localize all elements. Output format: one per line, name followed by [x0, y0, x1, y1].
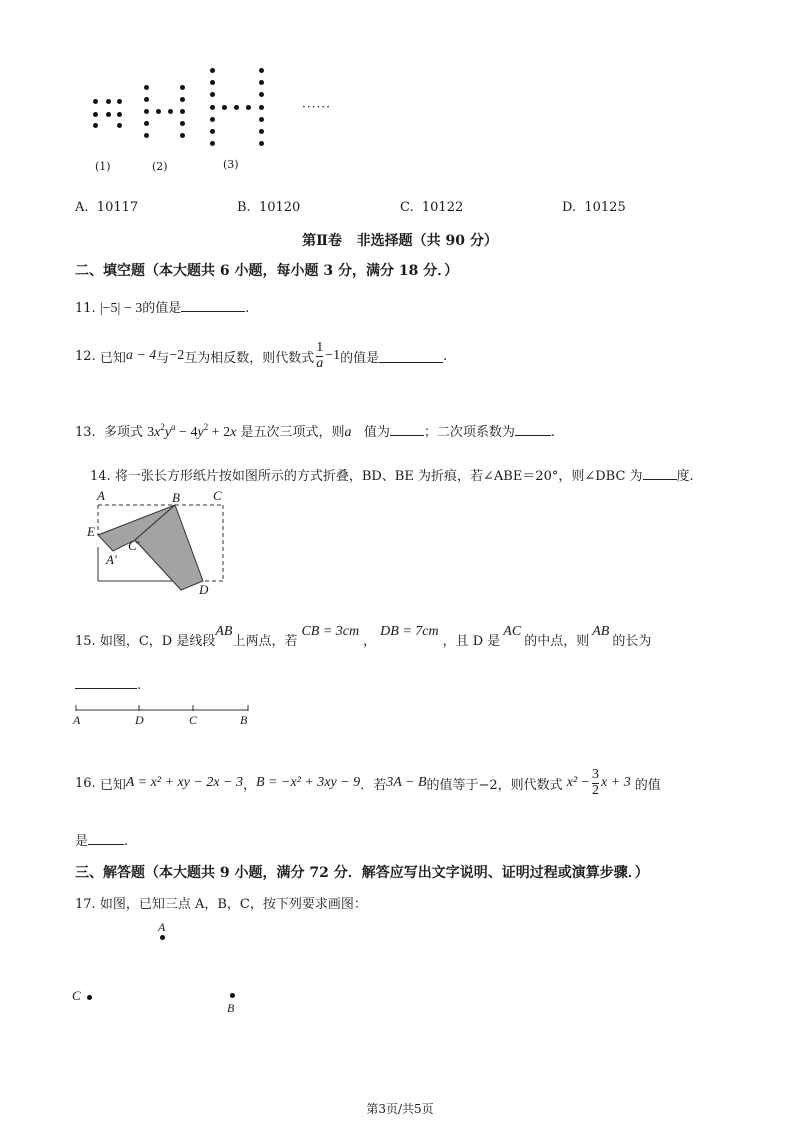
label-C: C: [213, 488, 222, 503]
question-16: 16. 已知 A = x² + xy − 2x − 3 ， B = −x² + 3xy − 9 ．若 3A − B 的值等于−2，则代数式 x² − $\frac{3}{2}$ x + 3 的值: [75, 767, 661, 798]
figure-ellipsis: ······: [302, 100, 331, 114]
option-a: A. 10117: [75, 200, 139, 215]
question-17: 17. 如图，已知三点 A，B，C，按下列要求画图：: [75, 897, 367, 912]
section3-title: 三、解答题（本大题共 9 小题，满分 72 分．解答应写出文字说明、证明过程或演算步骤．）: [75, 865, 649, 881]
point-label-C: C: [72, 988, 81, 1003]
figure-label-1: (1): [95, 160, 111, 173]
q11-expression: |−5| − 3: [99, 301, 143, 316]
figure-label-3: (3): [223, 158, 239, 171]
point-label-A: A: [158, 920, 166, 934]
option-b: B. 10120: [237, 200, 301, 215]
label-A: A: [97, 488, 105, 503]
question-13: 13. 多项式 $3x^2y^a - 4y^2 + 2x$ 是五次三项式，则a 值为 ；二次项系数为 .: [75, 422, 556, 440]
segment-figure: [74, 703, 254, 717]
option-c: C. 10122: [400, 200, 464, 215]
answer-blank: [88, 832, 124, 845]
answer-blank: [515, 423, 551, 436]
q16-fraction: $\frac{3}{2}$: [592, 767, 600, 798]
answer-blank: [379, 350, 443, 363]
seg-label-A: A: [73, 713, 81, 727]
point-label-B: B: [227, 1001, 235, 1015]
label-A-prime: A′: [106, 552, 117, 567]
part2-title: 第Ⅱ卷 非选择题（共 90 分）: [302, 233, 498, 249]
point-C: [87, 995, 92, 1000]
figure-label-2: (2): [152, 160, 168, 173]
answer-blank: [643, 467, 677, 480]
seg-label-D: D: [135, 713, 144, 727]
label-B: B: [172, 490, 180, 505]
page-footer: 第3页/共5页: [366, 1102, 434, 1116]
question-14: 14. 将一张长方形纸片按如图所示的方式折叠，BD、BE 为折痕，若∠ABE＝20°，则∠DBC 为 度.: [90, 469, 694, 484]
question-12: 12. 已知 a − 4 与 −2 互为相反数，则代数式 $\frac{1}{a}$ −1 的值是 .: [75, 340, 448, 371]
q13-polynomial: $3x^2y^a - 4y^2 + 2x$: [147, 422, 237, 440]
q15-answer-line: .: [75, 676, 141, 693]
question-11: 11. |−5| − 3的值是 .: [75, 301, 250, 316]
seg-label-C: C: [189, 713, 198, 727]
point-B: [230, 993, 235, 998]
answer-blank: [181, 299, 245, 312]
label-E: E: [87, 524, 95, 539]
option-d: D. 10125: [562, 200, 626, 215]
seg-label-B: B: [240, 713, 248, 727]
q12-fraction: $\frac{1}{a}$: [316, 340, 324, 371]
answer-blank: [75, 676, 137, 689]
q16-answer-line: 是 .: [75, 834, 129, 849]
label-D: D: [199, 582, 209, 597]
answer-blank: [390, 423, 424, 436]
label-C-prime: C′: [128, 538, 140, 553]
question-15: 15. 如图，C，D 是线段AB上两点，若CB = 3cm，DB = 7cm，且 D 是AC的中点，则AB的长为: [75, 624, 652, 649]
point-A: [160, 935, 165, 940]
section2-title: 二、填空题（本大题共 6 小题，每小题 3 分，满分 18 分．）: [75, 263, 459, 279]
